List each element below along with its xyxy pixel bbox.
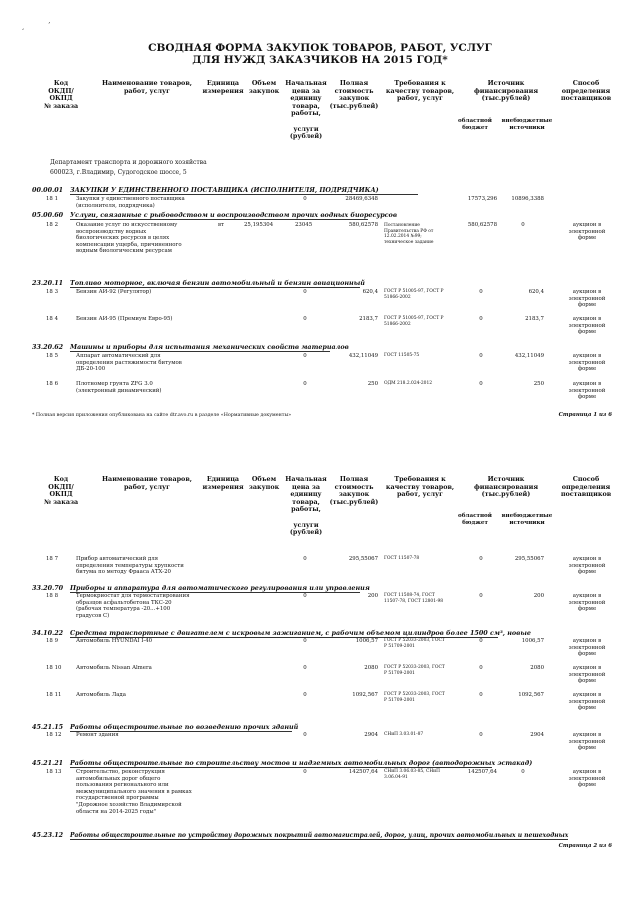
row-name: Ремонт здания [76,732,119,738]
col-source-header: Источник финансирования (тыс.рублей) [473,79,539,103]
col-source-header: Источник финансирования (тыс.рублей) [473,475,539,499]
section-title: Машины и приборы для испытания механических свойств материалов [70,343,349,351]
row-name: Строительство, реконструкция автомобильных дорог общего пользования регионального или межмуниципального значения в рамках государственной программы "Дорожное хозяйство Владимирской области на 2014-2025 годы" [76,769,192,815]
col-code-header: Код ОКДП/ ОКПД № заказа [43,79,79,110]
row-cost: 250 [367,381,378,387]
row-extrabudget: 0 [521,222,525,228]
section-title: ЗАКУПКИ У ЕДИНСТВЕННОГО ПОСТАВЩИКА (ИСПОЛНИТЕЛЯ, ПОДРЯДЧИКА) [70,186,379,194]
row-cost: 1092,567 [352,692,378,698]
section-title: Топливо моторное, включая бензин автомобильный и бензин авиационный [70,279,365,287]
department-address: 600023, г.Владимир, Судогодское шоссе, 5 [50,169,187,176]
row-price: 0 [303,692,307,698]
section-underline [70,351,330,352]
row-name: Автомобиль Лада [76,692,126,698]
row-code: 18 12 [46,732,62,738]
row-price: 0 [303,196,307,202]
row-requirements: ГОСТ Р 51005-97, ГОСТ Р 51866-2002 [384,316,444,327]
row-method: аукцион в электронной форме [568,353,606,373]
row-regional: 0 [479,692,483,698]
row-code: 18 4 [46,316,59,322]
row-method: аукцион в электронной форме [568,556,606,576]
row-cost: 28469,6348 [345,196,378,202]
row-cost: 1006,57 [355,638,378,644]
row-price: 0 [303,381,307,387]
section-underline [70,219,368,220]
section-underline [70,287,360,288]
row-code: 18 6 [46,381,59,387]
row-requirements: ГОСТ Р 52033-2003, ГОСТ Р 51709-2001 [384,665,445,676]
row-extrabudget: 1006,57 [521,638,544,644]
row-extrabudget: 200 [533,593,544,599]
row-code: 18 8 [46,593,59,599]
section-code: 45.21.21 [32,759,64,767]
col-requirements-header: Требования к качеству товаров, работ, услуг [385,475,455,499]
row-extrabudget: 0 [521,769,525,775]
col-name-header: Наименование товаров, работ, услуг [102,79,192,95]
col-unit-header: Единица измерения [202,475,244,491]
row-cost: 295,55067 [348,556,378,562]
row-extrabudget: 2904 [530,732,544,738]
row-method: аукцион в электронной форме [568,316,606,336]
col-code-header: Код ОКДП/ ОКПД № заказа [43,475,79,506]
row-method: аукцион в электронной форме [568,222,606,242]
row-price: 0 [303,353,307,359]
row-name: Автомобиль HYUNDAI I-40 [76,638,153,644]
row-price: 23045 [295,222,313,228]
row-code: 18 1 [46,196,59,202]
row-regional: 0 [479,316,483,322]
row-code: 18 7 [46,556,59,562]
row-extrabudget: 2183,7 [525,316,544,322]
section-code: 33.20.62 [32,343,64,351]
row-cost: 2080 [364,665,378,671]
row-regional: 0 [479,593,483,599]
row-cost: 2183,7 [359,316,378,322]
row-unit: вт [218,222,225,228]
row-name: Прибор автоматический для определения температуры хрупкости битума по методу Фрааса АТХ-20 [76,556,184,576]
section-title: Приборы и аппаратура для автоматического регулирования или управления [70,584,370,592]
col-method-header: Способ определения поставщиков [560,475,612,499]
row-cost: 200 [367,593,378,599]
col-name-header: Наименование товаров, работ, услуг [102,475,192,491]
section-code: 45.23.12 [32,831,64,839]
section-title: Работы общестроительные по строительству мостов и надземных автомобильных дорог (автодорожных эстакад) [70,759,533,767]
row-price: 0 [303,769,307,775]
row-price: 0 [303,732,307,738]
row-requirements: Постановление Правительства РФ от 12.02.2014 №99; техническое задание [384,223,434,245]
row-requirements: ОДМ 218.2.024-2012 [384,381,433,386]
col-cost-header: Полная стоимость закупок (тыс.рублей) [329,79,379,110]
row-cost: 432,11049 [348,353,378,359]
col-price-header: Начальная цена за единицу товара, работы, услуги (рублей) [285,79,327,141]
row-extrabudget: 295,55067 [514,556,544,562]
row-cost: 580,62578 [348,222,378,228]
row-requirements: СНиП 3.06.03-85, СНиП 3.06.04-91 [384,769,440,780]
row-regional: 0 [479,665,483,671]
row-method: аукцион в электронной форме [568,289,606,309]
row-cost: 2904 [364,732,378,738]
row-price: 0 [303,289,307,295]
row-extrabudget: 620,4 [528,289,544,295]
row-name: Автомобиль Nissan Almera [76,665,152,671]
section-underline [70,194,418,195]
row-method: аукцион в электронной форме [568,593,606,613]
row-requirements: ГОСТ Р 51005-97, ГОСТ Р 51866-2002 [384,289,444,300]
row-extrabudget: 432,11049 [514,353,544,359]
section-underline [70,767,492,768]
row-code: 18 5 [46,353,59,359]
row-price: 0 [303,316,307,322]
row-extrabudget: 1092,567 [518,692,544,698]
col-cost-header: Полная стоимость закупок (тыс.рублей) [329,475,379,506]
row-name: Аппарат автоматический для определения растяжимости битумов ДБ-20-100 [76,353,182,373]
row-regional: 0 [479,638,483,644]
row-volume: 25,195304 [244,222,274,228]
col-extrabudget-header: внебюджетные источники [501,118,553,131]
row-requirements: ГОСТ 11508-74, ГОСТ 11507-78, ГОСТ 12801-98 [384,593,444,604]
col-unit-header: Единица измерения [202,79,244,95]
row-price: 0 [303,665,307,671]
row-price: 0 [303,638,307,644]
row-method: аукцион в электронной форме [568,769,606,789]
col-requirements-header: Требования к качеству товаров, работ, услуг [385,79,455,103]
row-extrabudget: 2080 [530,665,544,671]
row-requirements: ГОСТ Р 52033-2003, ГОСТ Р 51709-2001 [384,638,445,649]
row-code: 18 11 [46,692,62,698]
row-price: 0 [303,593,307,599]
section-code: 23.20.11 [32,279,64,287]
section-underline [70,839,568,840]
row-regional: 0 [479,353,483,359]
row-name: Бензин АИ-92 (Регулятор) [76,289,152,295]
row-method: аукцион в электронной форме [568,638,606,658]
scan-mark: ʼ [48,22,50,29]
row-price: 0 [303,556,307,562]
scan-mark: ʻ [22,28,24,35]
col-price-header: Начальная цена за единицу товара, работы, услуги (рублей) [285,475,327,537]
page-number: Страница 2 из 6 [558,843,612,849]
row-method: аукцион в электронной форме [568,692,606,712]
row-code: 18 9 [46,638,59,644]
row-name: Оказание услуг по искусственному воспроизводству водных биологических ресурсов в целях компенсации ущерба, причиненного водным биологическим ресурсам [76,222,182,255]
col-volume-header: Объем закупок [248,79,280,95]
row-method: аукцион в электронной форме [568,732,606,752]
row-name: Термокриостат для термостатирования образцов асфальтобетона ТКС-20 (рабочая температура -20...+100 градусов С) [76,593,190,619]
section-title: Средства транспортные с двигателем с искровым зажиганием, с рабочим объемом цилиндров более 1500 см³, новые [70,629,531,637]
section-code: 34.10.22 [32,629,64,637]
row-code: 18 3 [46,289,59,295]
col-regional-header: областной бюджет [458,513,492,526]
row-name: Бензин АИ-95 (Премиум Евро-95) [76,316,173,322]
row-requirements: ГОСТ 11507-78 [384,556,420,561]
section-code: 05.00.60 [32,211,64,219]
row-regional: 0 [479,556,483,562]
row-extrabudget: 250 [533,381,544,387]
row-cost: 142507,64 [348,769,378,775]
row-regional: 580,62578 [467,222,497,228]
row-extrabudget: 10896,3388 [511,196,544,202]
row-name: Закупки у единственного поставщика (исполнителя, подрядчика) [76,196,185,209]
section-code: 33.20.70 [32,584,64,592]
section-title: Работы общестроительные по возведению прочих зданий [70,723,299,731]
row-code: 18 2 [46,222,59,228]
row-regional: 142507,64 [467,769,497,775]
section-title: Работы общестроительные по устройству дорожных покрытий автомагистралей, дорог, улиц, прочих автомобильных и пешеходных [70,832,569,839]
document-title: СВОДНАЯ ФОРМА ЗАКУПОК ТОВАРОВ, РАБОТ, УСЛУГ [148,42,492,54]
row-requirements: СНиП 3.03.01-87 [384,732,424,737]
row-requirements: ГОСТ 11505-75 [384,353,420,358]
row-regional: 0 [479,381,483,387]
row-name: Плотномер грунта ZFG 3.0 (электронный динамический) [76,381,162,394]
row-cost: 620,4 [362,289,378,295]
col-volume-header: Объем закупок [248,475,280,491]
row-method: аукцион в электронной форме [568,665,606,685]
row-method: аукцион в электронной форме [568,381,606,401]
footnote: * Полная версия приложения опубликована на сайте dtr.avo.ru в разделе «Нормативные документы» [32,413,292,418]
row-requirements: ГОСТ Р 52033-2003, ГОСТ Р 51709-2001 [384,692,445,703]
row-code: 18 13 [46,769,62,775]
col-regional-header: областной бюджет [458,118,492,131]
col-extrabudget-header: внебюджетные источники [501,513,553,526]
department-name: Департамент транспорта и дорожного хозяйства [50,159,207,166]
section-code: 00.00.01 [32,186,64,194]
row-regional: 0 [479,289,483,295]
document-subtitle: ДЛЯ НУЖД ЗАКАЗЧИКОВ НА 2015 ГОД* [192,54,448,66]
row-regional: 17573,296 [467,196,497,202]
section-code: 45.21.15 [32,723,64,731]
row-regional: 0 [479,732,483,738]
col-method-header: Способ определения поставщиков [560,79,612,103]
row-code: 18 10 [46,665,62,671]
page-number: Страница 1 из 6 [558,412,612,418]
section-title: Услуги, связанные с рыбоводством и воспроизводством прочих водных биоресурсов [70,211,398,219]
